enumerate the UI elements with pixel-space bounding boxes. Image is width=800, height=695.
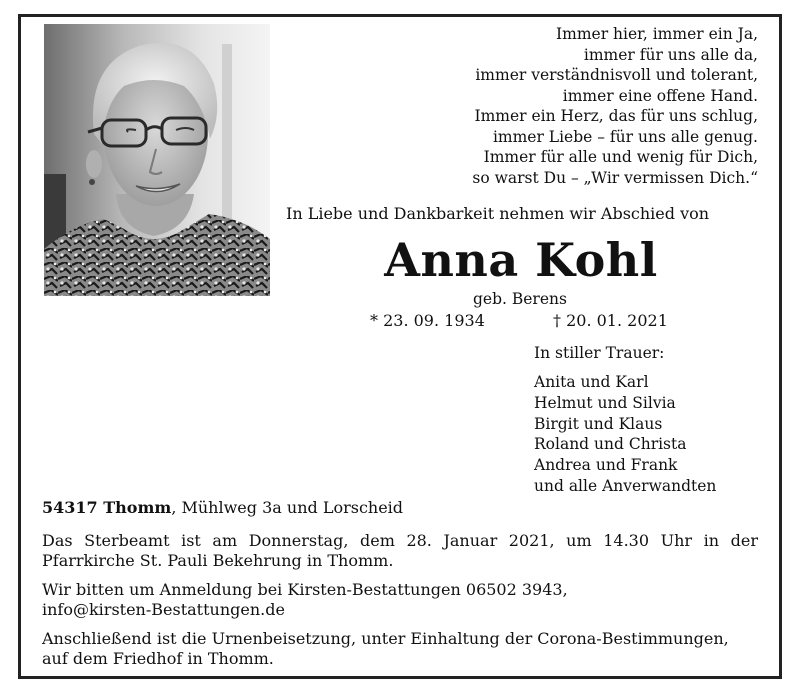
mourner-name: Roland und Christa — [534, 435, 687, 454]
portrait-photo — [44, 24, 270, 296]
birth-name: geb. Berens — [473, 290, 567, 308]
poem-line: Immer hier, immer ein Ja, — [556, 25, 758, 43]
poem-line: immer eine offene Hand. — [562, 86, 758, 105]
registration-email: info@kirsten-Bestattungen.de — [42, 600, 285, 619]
mourner-name: Anita und Karl — [534, 373, 649, 391]
death-date: † 20. 01. 2021 — [553, 311, 668, 330]
deceased-name: Anna Kohl — [384, 233, 658, 287]
urn-burial-info: Anschließend ist die Urnenbeisetzung, unter Einhaltung der Corona-Bestimmungen, auf dem Friedhof in Thomm. — [42, 628, 729, 668]
mourner-name: und alle Anverwandten — [534, 476, 717, 495]
mourning-label: In stiller Trauer: — [534, 344, 665, 362]
mourner-name: Andrea und Frank — [534, 456, 678, 475]
address-street: , Mühlweg 3a und Lorscheid — [171, 498, 404, 517]
address-postcode-town: 54317 Thomm — [42, 498, 172, 517]
poem-line: Immer für alle und wenig für Dich, — [483, 148, 758, 166]
farewell-intro: In Liebe und Dankbarkeit nehmen wir Abschied von — [286, 204, 710, 223]
poem-line: Immer ein Herz, das für uns schlug, — [474, 107, 758, 125]
mourner-name: Helmut und Silvia — [534, 393, 676, 412]
family-address — [42, 498, 758, 519]
mourner-name: Birgit und Klaus — [534, 414, 663, 433]
registration-info — [42, 580, 758, 621]
birth-date: * 23. 09. 1934 — [370, 311, 485, 330]
mourners-list — [534, 372, 716, 497]
memorial-poem — [338, 24, 758, 188]
registration-line: Wir bitten um Anmeldung bei Kirsten-Bestattungen 06502 3943, — [42, 579, 568, 599]
poem-line: immer verständnisvoll und tolerant, — [475, 66, 758, 84]
service-details — [42, 498, 758, 670]
funeral-mass-info: Das Sterbeamt ist am Donnerstag, dem 28. Januar 2021, um 14.30 Uhr in der Pfarrkirche St. Pauli Bekehrung in Thomm. — [42, 530, 758, 570]
poem-line: so warst Du – „Wir vermissen Dich.“ — [472, 168, 758, 187]
poem-line: immer für uns alle da, — [583, 45, 758, 64]
poem-line: immer Liebe – für uns alle genug. — [492, 127, 758, 146]
